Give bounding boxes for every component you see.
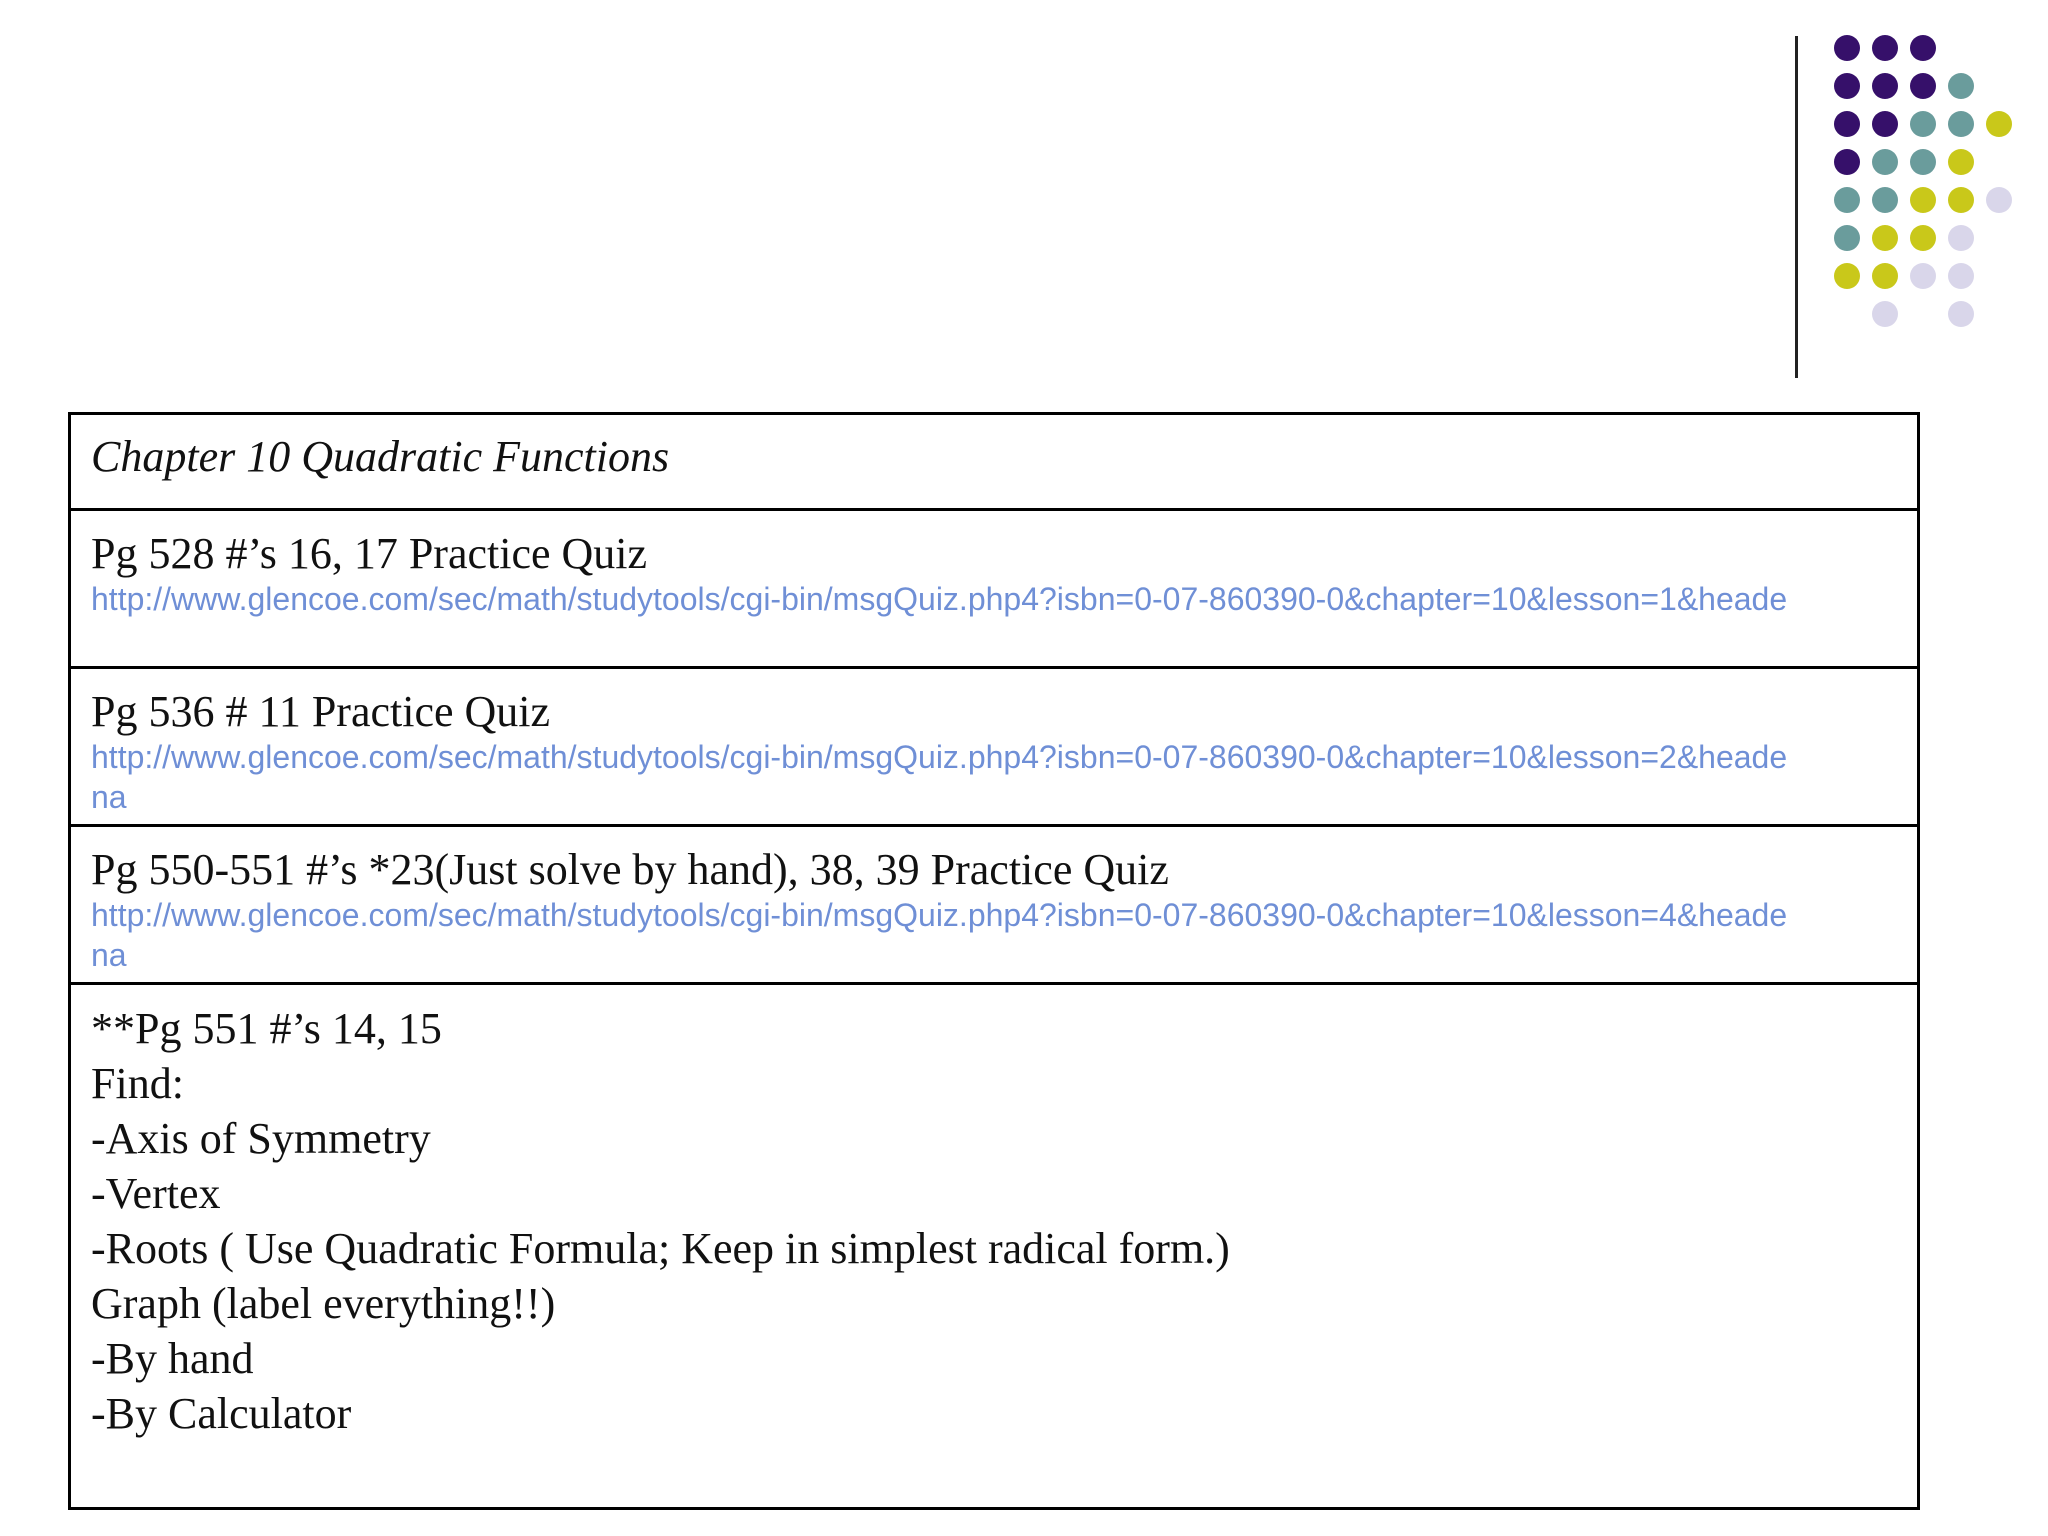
- decorative-dot-grid: [0, 0, 2048, 400]
- decorative-dot: [1986, 187, 2012, 213]
- decorative-dot: [1872, 225, 1898, 251]
- decorative-dot: [1910, 187, 1936, 213]
- decorative-dot: [1872, 111, 1898, 137]
- decorative-dot: [1910, 35, 1936, 61]
- assignment-title: Pg 528 #’s 16, 17 Practice Quiz: [91, 529, 648, 578]
- vertical-divider: [1795, 36, 1798, 378]
- instruction-line: -Vertex: [91, 1169, 221, 1218]
- assignment-title: Pg 536 # 11 Practice Quiz: [91, 687, 551, 736]
- instruction-line: -By Calculator: [91, 1389, 352, 1438]
- quiz-link[interactable]: http://www.glencoe.com/sec/math/studytools/cgi-bin/msgQuiz.php4?isbn=0-07-860390-0&chapter=10&lesson=2&heade: [91, 739, 1788, 775]
- decorative-dot: [1834, 35, 1860, 61]
- assignment-table: [68, 412, 1920, 1510]
- decorative-dot: [1834, 225, 1860, 251]
- table-row: [71, 827, 1917, 985]
- table-row-instructions: [71, 985, 1917, 1510]
- decorative-dot: [1834, 149, 1860, 175]
- decorative-dot: [1834, 73, 1860, 99]
- instruction-line: -By hand: [91, 1334, 254, 1383]
- table-row-heading: [71, 415, 1917, 511]
- assignment-title: Pg 550-551 #’s *23(Just solve by hand), 38, 39 Practice Quiz: [91, 845, 1169, 894]
- instruction-line: Find:: [91, 1059, 184, 1108]
- decorative-dot: [1948, 263, 1974, 289]
- decorative-dot: [1872, 263, 1898, 289]
- chapter-heading: Chapter 10 Quadratic Functions: [91, 432, 670, 481]
- decorative-dot: [1948, 111, 1974, 137]
- decorative-dot: [1910, 149, 1936, 175]
- decorative-dot: [1834, 263, 1860, 289]
- decorative-dot: [1910, 263, 1936, 289]
- decorative-dot: [1872, 73, 1898, 99]
- quiz-link[interactable]: http://www.glencoe.com/sec/math/studytools/cgi-bin/msgQuiz.php4?isbn=0-07-860390-0&chapter=10&lesson=1&heade: [91, 581, 1788, 617]
- decorative-dot: [1910, 111, 1936, 137]
- table-row: [71, 511, 1917, 669]
- decorative-dot: [1872, 301, 1898, 327]
- quiz-link-continued[interactable]: na: [91, 779, 127, 815]
- decorative-dot: [1948, 301, 1974, 327]
- decorative-dot: [1910, 225, 1936, 251]
- quiz-link-continued[interactable]: na: [91, 937, 127, 973]
- instruction-line: Graph (label everything!!): [91, 1279, 556, 1328]
- decorative-dot: [1872, 149, 1898, 175]
- instruction-line: -Roots ( Use Quadratic Formula; Keep in simplest radical form.): [91, 1224, 1230, 1273]
- decorative-dot: [1948, 149, 1974, 175]
- table-row: [71, 669, 1917, 827]
- decorative-dot: [1834, 187, 1860, 213]
- decorative-dot: [1910, 73, 1936, 99]
- instruction-line: -Axis of Symmetry: [91, 1114, 431, 1163]
- decorative-dot: [1872, 35, 1898, 61]
- decorative-dot: [1948, 187, 1974, 213]
- decorative-dot: [1948, 73, 1974, 99]
- decorative-dot: [1948, 225, 1974, 251]
- instruction-line: **Pg 551 #’s 14, 15: [91, 1004, 442, 1053]
- quiz-link[interactable]: http://www.glencoe.com/sec/math/studytools/cgi-bin/msgQuiz.php4?isbn=0-07-860390-0&chapter=10&lesson=4&heade: [91, 897, 1788, 933]
- decorative-dot: [1986, 111, 2012, 137]
- decorative-dot: [1834, 111, 1860, 137]
- decorative-dot: [1872, 187, 1898, 213]
